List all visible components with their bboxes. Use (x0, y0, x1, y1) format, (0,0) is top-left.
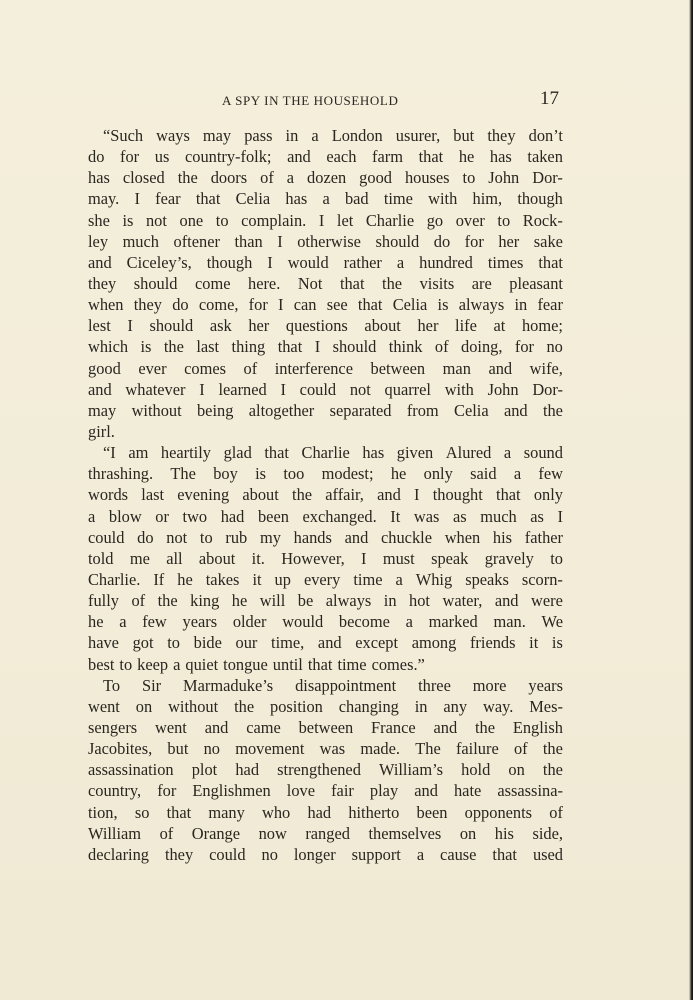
text-line: they should come here. Not that the visits are pleasant (88, 273, 563, 293)
text-line: has closed the doors of a dozen good houses to John Dor- (88, 168, 563, 188)
text-line: best to keep a quiet tongue until that time comes.” (88, 654, 425, 674)
text-line: which is the last thing that I should think of doing, for no (88, 337, 563, 357)
text-line: “I am heartily glad that Charlie has given Alured a sound (103, 443, 563, 463)
text-line: told me all about it. However, I must speak gravely to (88, 548, 563, 568)
text-line: could do not to rub my hands and chuckle when his father (88, 527, 563, 547)
text-line: she is not one to complain. I let Charlie go over to Rock- (88, 210, 563, 230)
text-line: may. I fear that Celia has a bad time with him, though (88, 189, 563, 209)
text-line: thrashing. The boy is too modest; he only said a few (88, 464, 563, 484)
text-line: a blow or two had been exchanged. It was as much as I (88, 506, 563, 526)
text-line: he a few years older would become a marked man. We (88, 612, 563, 632)
text-line: good ever comes of interference between man and wife, (88, 358, 563, 378)
text-line: may without being altogether separated from Celia and the (88, 400, 563, 420)
text-line: fully of the king he will be always in hot water, and were (88, 591, 563, 611)
text-line: went on without the position changing in any way. Mes- (88, 696, 563, 716)
text-line: ley much oftener than I otherwise should do for her sake (88, 231, 563, 251)
running-head (88, 88, 563, 114)
text-line: when they do come, for I can see that Celia is always in fear (88, 295, 563, 315)
text-line: and whatever I learned I could not quarrel with John Dor- (88, 379, 563, 399)
page-number: 17 (540, 88, 559, 109)
text-line: To Sir Marmaduke’s disappointment three more years (103, 675, 563, 695)
text-line: sengers went and came between France and the English (88, 717, 563, 737)
page-edge (689, 0, 693, 1000)
body-text (88, 125, 563, 865)
text-line: words last evening about the affair, and I thought that only (88, 485, 563, 505)
text-line: have got to bide our time, and except among friends it is (88, 633, 563, 653)
text-line: Charlie. If he takes it up every time a Whig speaks scorn- (88, 569, 563, 589)
text-line: William of Orange now ranged themselves on his side, (88, 823, 563, 843)
text-line: tion, so that many who had hitherto been opponents of (88, 802, 563, 822)
text-line: lest I should ask her questions about her life at home; (88, 316, 563, 336)
text-line: and Ciceley’s, though I would rather a hundred times that (88, 252, 563, 272)
running-title: A SPY IN THE HOUSEHOLD (222, 93, 399, 108)
text-line: assassination plot had strengthened William’s hold on the (88, 760, 563, 780)
text-line: girl. (88, 421, 115, 441)
text-line: “Such ways may pass in a London usurer, but they don’t (103, 126, 563, 145)
text-line: Jacobites, but no movement was made. The failure of the (88, 739, 563, 759)
text-line: do for us country-folk; and each farm that he has taken (88, 147, 563, 167)
text-line: declaring they could no longer support a cause that used (88, 844, 563, 864)
text-line: country, for Englishmen love fair play and hate assassina- (88, 781, 563, 801)
